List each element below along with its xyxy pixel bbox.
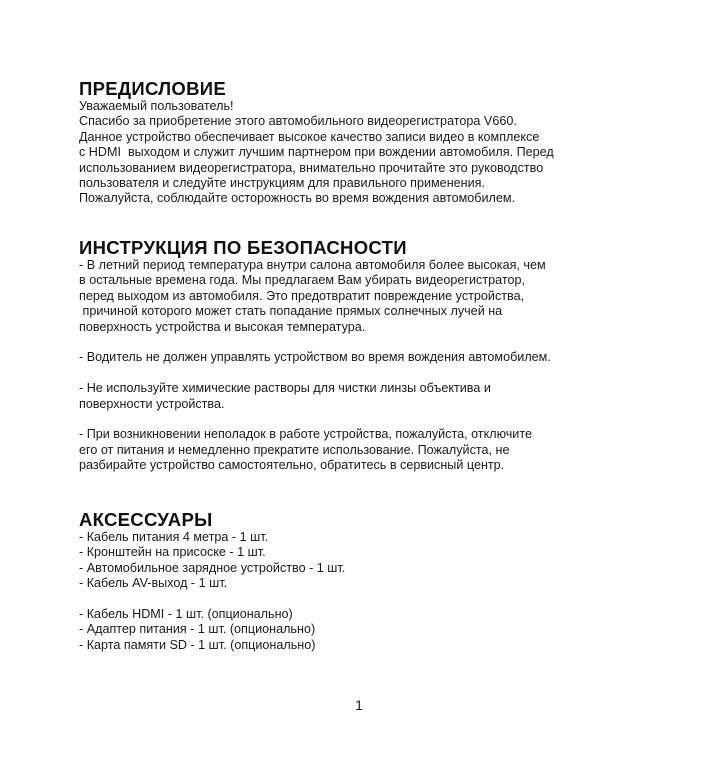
accessory-item: - Кронштейн на присоске - 1 шт. xyxy=(79,545,266,560)
safety-line: - В летний период температура внутри салона автомобиля более высокая, чем xyxy=(79,258,546,272)
safety-item xyxy=(79,427,679,473)
safety-line: - Не используйте химические растворы для чистки линзы объектива и xyxy=(79,381,491,396)
accessory-item: - Кабель AV-выход - 1 шт. xyxy=(79,576,228,591)
safety-line: поверхность устройства и высокая температура. xyxy=(79,319,366,334)
accessory-item: - Кабель питания 4 метра - 1 шт. xyxy=(79,530,269,544)
safety-section xyxy=(79,238,679,474)
preface-line: Уважаемый пользователь! xyxy=(79,99,234,113)
preface-title: ПРЕДИСЛОВИЕ xyxy=(79,78,227,99)
accessory-item: - Кабель HDMI - 1 шт. (опционально) xyxy=(79,607,293,622)
accessory-item: - Автомобильное зарядное устройство - 1 шт. xyxy=(79,560,346,575)
safety-line: в остальные времена года. Мы предлагаем Вам убирать видеорегистратор, xyxy=(79,273,525,288)
preface-section xyxy=(79,79,679,207)
preface-line: с HDMI выходом и служит лучшим партнером при вождении автомобиля. Перед xyxy=(79,145,554,160)
page-number: 1 xyxy=(355,697,363,713)
safety-line: - При возникновении неполадок в работе устройства, пожалуйста, отключите xyxy=(79,427,532,442)
safety-line: перед выходом из автомобиля. Это предотвратит повреждение устройства, xyxy=(79,288,525,303)
safety-line: его от питания и немедленно прекратите использование. Пожалуйста, не xyxy=(79,442,510,457)
safety-line: поверхности устройства. xyxy=(79,396,225,411)
accessories-section xyxy=(79,510,679,653)
preface-line: Пожалуйста, соблюдайте осторожность во время вождения автомобилем. xyxy=(79,191,516,206)
safety-line: причиной которого может стать попадание прямых солнечных лучей на xyxy=(79,304,503,319)
accessory-item: - Карта памяти SD - 1 шт. (опционально) xyxy=(79,637,316,652)
safety-line: разбирайте устройство самостоятельно, обратитесь в сервисный центр. xyxy=(79,458,505,473)
safety-item xyxy=(79,381,679,412)
accessories-title: АКСЕССУАРЫ xyxy=(79,509,213,530)
accessory-item: - Адаптер питания - 1 шт. (опционально) xyxy=(79,622,316,637)
safety-line: - Водитель не должен управлять устройством во время вождения автомобилем. xyxy=(79,350,551,365)
preface-line: Данное устройство обеспечивает высокое качество записи видео в комплексе xyxy=(79,129,540,144)
preface-line: пользователя и следуйте инструкциям для правильного применения. xyxy=(79,176,485,191)
preface-line: Спасибо за приобретение этого автомобильного видеорегистратора V660. xyxy=(79,114,517,129)
safety-item xyxy=(79,258,679,335)
safety-title: ИНСТРУКЦИЯ ПО БЕЗОПАСНОСТИ xyxy=(79,237,407,258)
safety-item xyxy=(79,350,679,365)
preface-line: использованием видеорегистратора, внимательно прочитайте это руководство xyxy=(79,160,544,175)
